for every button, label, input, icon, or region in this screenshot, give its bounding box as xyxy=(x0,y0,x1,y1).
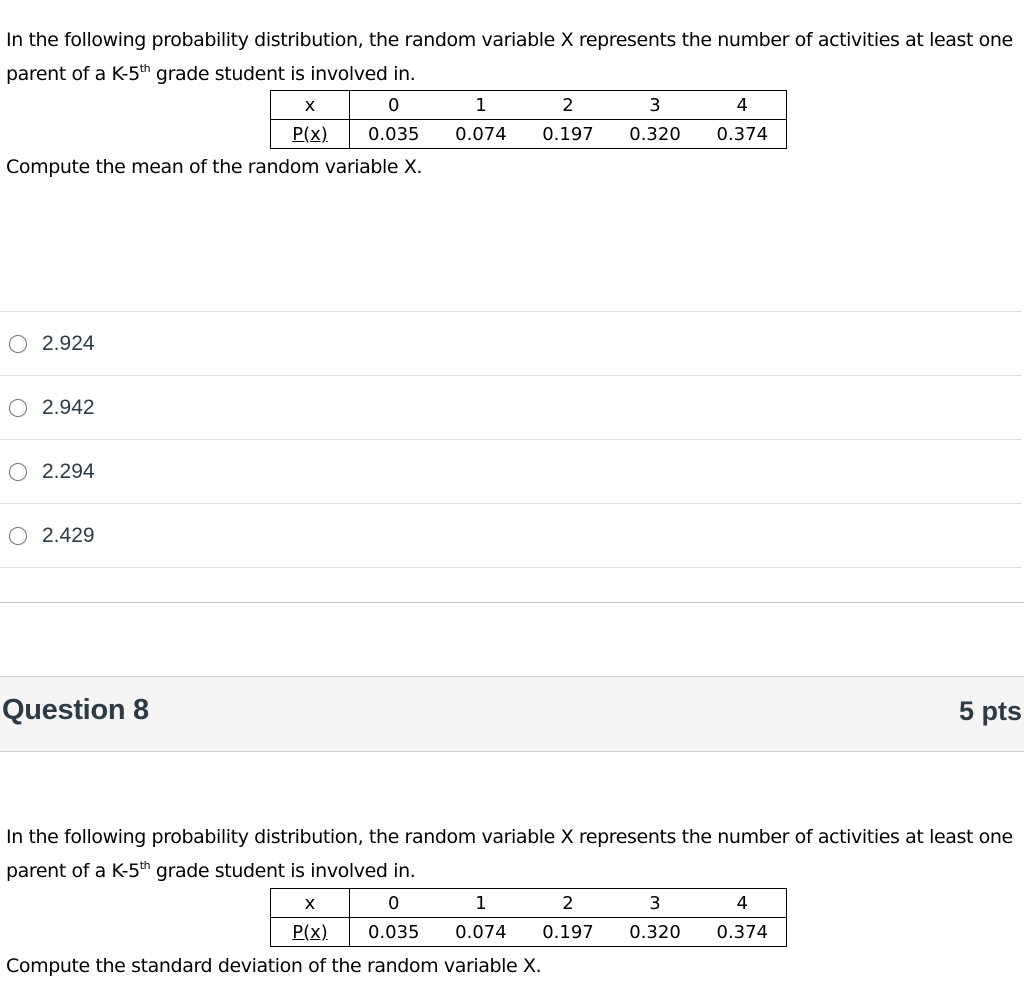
question-8-header xyxy=(0,676,1024,752)
table-cell: 4 xyxy=(699,91,787,120)
radio-button[interactable] xyxy=(9,399,27,417)
superscript-th: th xyxy=(139,62,151,75)
table-header-px: P(x) xyxy=(271,918,350,947)
table-cell: 0.074 xyxy=(437,120,524,149)
table-cell: 2 xyxy=(524,889,611,918)
answer-label: 2.924 xyxy=(42,331,95,355)
table-cell: 1 xyxy=(437,889,524,918)
answer-option-1[interactable] xyxy=(0,312,1022,376)
table-cell: 0.035 xyxy=(350,918,438,947)
question-8-intro: In the following probability distribution, the random variable X represents the number of activities at least one parent of a K-5th grade student is involved in. xyxy=(6,826,1013,882)
table-cell: 4 xyxy=(699,889,787,918)
answer-option-4[interactable] xyxy=(0,504,1022,568)
answer-list xyxy=(0,311,1022,568)
question-8-prompt: Compute the standard deviation of the random variable X. xyxy=(6,955,542,977)
table-cell: 2 xyxy=(524,91,611,120)
question-divider xyxy=(0,602,1024,603)
question-points: 5 pts xyxy=(958,696,1022,726)
table-cell: 0.320 xyxy=(612,918,699,947)
table-row-px xyxy=(271,120,787,149)
table-cell: 0.197 xyxy=(524,120,611,149)
table-cell: 0.374 xyxy=(699,120,787,149)
radio-button[interactable] xyxy=(9,527,27,545)
radio-button[interactable] xyxy=(9,335,27,353)
question-8-distribution-table xyxy=(270,888,787,947)
table-header-x: x xyxy=(271,889,350,918)
question-7-prompt: Compute the mean of the random variable X. xyxy=(6,156,423,178)
table-cell: 0.320 xyxy=(612,120,699,149)
table-cell: 0 xyxy=(350,91,438,120)
table-header-px: P(x) xyxy=(271,120,350,149)
superscript-th: th xyxy=(139,859,151,872)
table-cell: 0.074 xyxy=(437,918,524,947)
table-header-x: x xyxy=(271,91,350,120)
table-row-x xyxy=(271,889,787,918)
table-row-x xyxy=(271,91,787,120)
table-cell: 0.035 xyxy=(350,120,438,149)
table-row-px xyxy=(271,918,787,947)
question-title: Question 8 xyxy=(2,694,149,726)
table-cell: 0.374 xyxy=(699,918,787,947)
radio-button[interactable] xyxy=(9,463,27,481)
table-cell: 1 xyxy=(437,91,524,120)
answer-option-2[interactable] xyxy=(0,376,1022,440)
table-cell: 0.197 xyxy=(524,918,611,947)
answer-label: 2.942 xyxy=(42,395,95,419)
table-cell: 3 xyxy=(612,889,699,918)
answer-option-3[interactable] xyxy=(0,440,1022,504)
answer-label: 2.294 xyxy=(42,459,95,483)
table-cell: 3 xyxy=(612,91,699,120)
answer-label: 2.429 xyxy=(42,523,95,547)
table-cell: 0 xyxy=(350,889,438,918)
question-7-distribution-table xyxy=(270,90,787,149)
question-7-intro: In the following probability distribution, the random variable X represents the number of activities at least one parent of a K-5th grade student is involved in. xyxy=(6,29,1013,85)
